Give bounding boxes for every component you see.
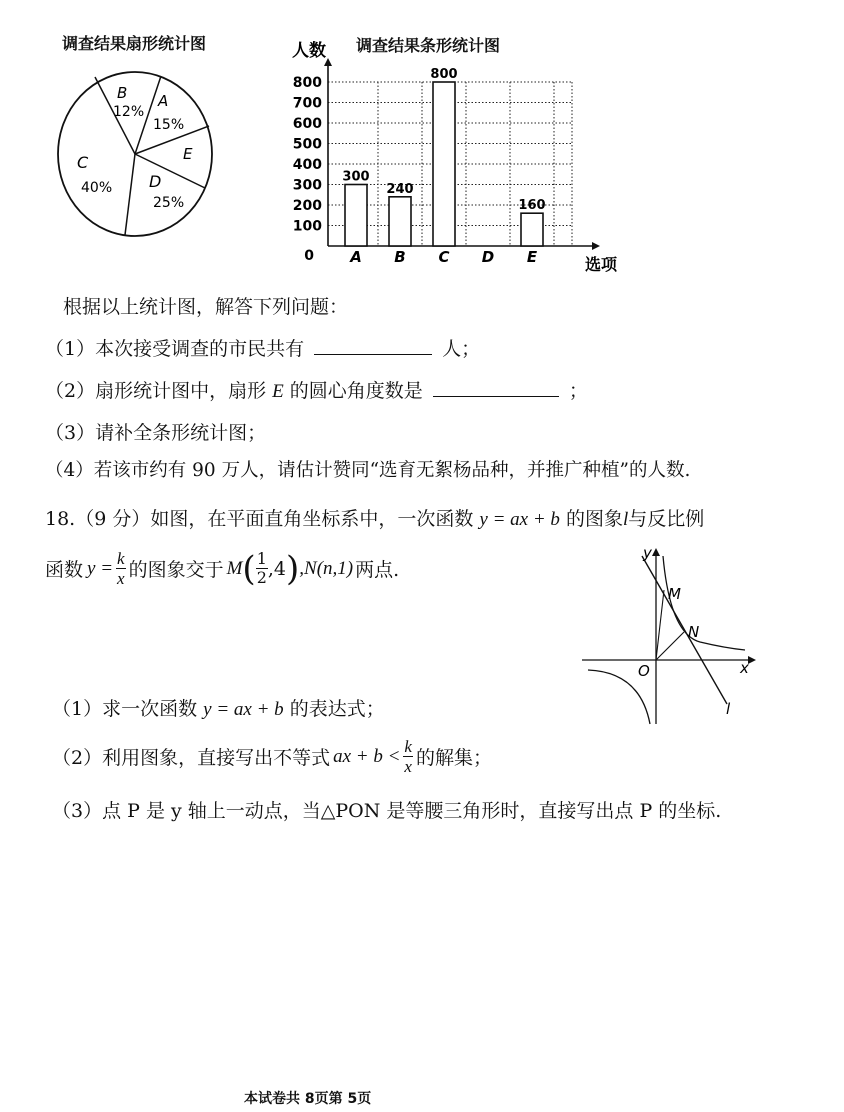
q17-part1-pre: （1）本次接受调查的市民共有 bbox=[45, 338, 305, 360]
q18-part1 bbox=[52, 694, 385, 721]
q18-head: 18.（9 分）如图，在平面直角坐标系中，一次函数 bbox=[45, 508, 474, 530]
q18-part3: （3）点 P 是 y 轴上一动点，当△PON 是等腰三角形时，直接写出点 P 的坐标. bbox=[52, 800, 722, 822]
q18-line2 bbox=[45, 550, 399, 587]
q18-part1-func: y = ax + b bbox=[203, 699, 284, 720]
pie-label-b: B bbox=[117, 84, 128, 102]
q17-part1-post: 人； bbox=[442, 338, 481, 360]
q18-part2-k: k bbox=[404, 737, 412, 756]
pie-divider bbox=[135, 154, 205, 188]
graph-m-label: M bbox=[668, 585, 681, 603]
graph-n-label: N bbox=[688, 623, 700, 641]
x-tick-label: A bbox=[350, 248, 362, 266]
pie-label-a: A bbox=[158, 92, 169, 110]
q18-line2-mid: 的图象交于 bbox=[128, 559, 224, 581]
line-l bbox=[642, 556, 727, 704]
q18-line2-end: 两点. bbox=[355, 559, 400, 581]
q17-part2-post: ； bbox=[568, 380, 588, 402]
q18-func1: y = ax + b bbox=[479, 509, 560, 530]
q18-y-eq: y = bbox=[87, 557, 114, 579]
q18-half bbox=[256, 551, 268, 586]
pie-label-e: E bbox=[183, 145, 193, 163]
q17-part4: （4）若该市约有 90 万人，请估计赞同“选育无絮杨品种，并推广种植”的人数. bbox=[45, 460, 691, 481]
q17-part2-e: E bbox=[272, 381, 284, 402]
y-tick-label: 400 bbox=[292, 157, 322, 173]
graph-y-label: y bbox=[643, 544, 652, 562]
y-tick-label: 500 bbox=[292, 136, 322, 153]
q18-k-over-x bbox=[116, 550, 126, 587]
q18-part1-post: 的表达式； bbox=[289, 698, 385, 720]
q18-graph bbox=[580, 542, 760, 732]
pie-percent-a: 15% bbox=[153, 117, 185, 133]
q18-half-den: 2 bbox=[256, 568, 267, 587]
bar-e bbox=[521, 213, 543, 246]
q18-l: l bbox=[622, 509, 629, 530]
q18-m-y: ,4 bbox=[267, 557, 287, 580]
bar-chart-title: 调查结果条形统计图 bbox=[356, 36, 501, 55]
paren-right: ) bbox=[286, 548, 300, 589]
q18-part1-pre: （1）求一次函数 bbox=[52, 698, 198, 720]
q18-head-mid: 的图象 bbox=[565, 508, 623, 530]
segment-on bbox=[656, 632, 684, 660]
y-tick-label: 0 bbox=[304, 248, 314, 264]
y-tick-label: 700 bbox=[292, 95, 322, 112]
bar-data-label: 240 bbox=[386, 181, 414, 197]
q18-half-num: 1 bbox=[256, 549, 267, 568]
x-axis-arrow bbox=[748, 656, 756, 664]
bar-data-label: 300 bbox=[342, 169, 370, 185]
bar-ylabel: 人数 bbox=[292, 41, 326, 61]
pie-label-c: C bbox=[77, 153, 89, 172]
x-tick-label: B bbox=[394, 248, 406, 266]
pie-label-d: D bbox=[149, 172, 162, 191]
q18-x: x bbox=[117, 569, 125, 588]
q18-heading bbox=[45, 504, 704, 531]
hyperbola-branch-1 bbox=[663, 556, 745, 650]
bar-x-axis-arrow bbox=[592, 242, 600, 250]
q18-part2-post: 的解集； bbox=[415, 747, 492, 769]
q17-part2 bbox=[45, 376, 588, 403]
q17-part2-pre: （2）扇形统计图中，扇形 bbox=[45, 380, 267, 402]
q17-part2-mid: 的圆心角度数是 bbox=[289, 380, 423, 402]
segment-om bbox=[656, 590, 664, 660]
q17-part1 bbox=[45, 334, 480, 361]
paren-left: ( bbox=[242, 548, 256, 589]
bar-data-label: 160 bbox=[518, 198, 546, 214]
pie-percent-d: 25% bbox=[153, 195, 185, 211]
bar-a bbox=[345, 185, 367, 247]
answer-blank-2[interactable] bbox=[433, 378, 559, 397]
pie-divider bbox=[125, 154, 135, 235]
y-tick-label: 300 bbox=[292, 177, 322, 194]
q18-head-end: 与反比例 bbox=[628, 508, 705, 530]
bar-chart bbox=[280, 34, 640, 274]
x-tick-label: C bbox=[438, 248, 450, 266]
answer-blank-1[interactable] bbox=[314, 336, 432, 355]
bar-b bbox=[389, 197, 411, 246]
q18-n-point: ,N(n,1) bbox=[299, 557, 354, 579]
q18-line2-pre: 函数 bbox=[45, 559, 84, 581]
q18-part2-pre: （2）利用图象，直接写出不等式 bbox=[52, 747, 331, 769]
q18-k: k bbox=[117, 549, 125, 568]
y-tick-label: 100 bbox=[292, 218, 322, 235]
graph-x-label: x bbox=[740, 659, 749, 677]
pie-percent-b: 12% bbox=[113, 104, 145, 120]
graph-l-label: l bbox=[726, 700, 731, 718]
graph-o-label: O bbox=[638, 662, 650, 680]
pie-percent-c: 40% bbox=[81, 180, 113, 196]
y-axis-arrow bbox=[652, 548, 660, 556]
pie-chart-title: 调查结果扇形统计图 bbox=[62, 34, 207, 53]
bar-c bbox=[433, 82, 455, 246]
x-tick-label: D bbox=[481, 248, 495, 266]
pie-chart bbox=[55, 68, 220, 238]
y-tick-label: 800 bbox=[292, 75, 322, 91]
page-footer: 本试卷共 8页第 5页 bbox=[244, 1091, 372, 1107]
q18-part2 bbox=[52, 738, 492, 775]
q18-part2-k-over-x bbox=[403, 738, 413, 775]
x-tick-label: E bbox=[526, 248, 538, 266]
q17-intro: 根据以上统计图，解答下列问题： bbox=[63, 296, 349, 318]
q18-part2-ineq: ax + b < bbox=[333, 745, 401, 767]
bar-data-label: 800 bbox=[430, 67, 458, 82]
y-tick-label: 600 bbox=[292, 116, 322, 132]
q17-part3: （3）请补全条形统计图； bbox=[45, 422, 267, 444]
q18-part2-x: x bbox=[404, 757, 412, 776]
y-tick-label: 200 bbox=[292, 198, 322, 214]
q18-m: M bbox=[226, 557, 243, 579]
bar-xlabel: 选项 bbox=[585, 255, 618, 274]
